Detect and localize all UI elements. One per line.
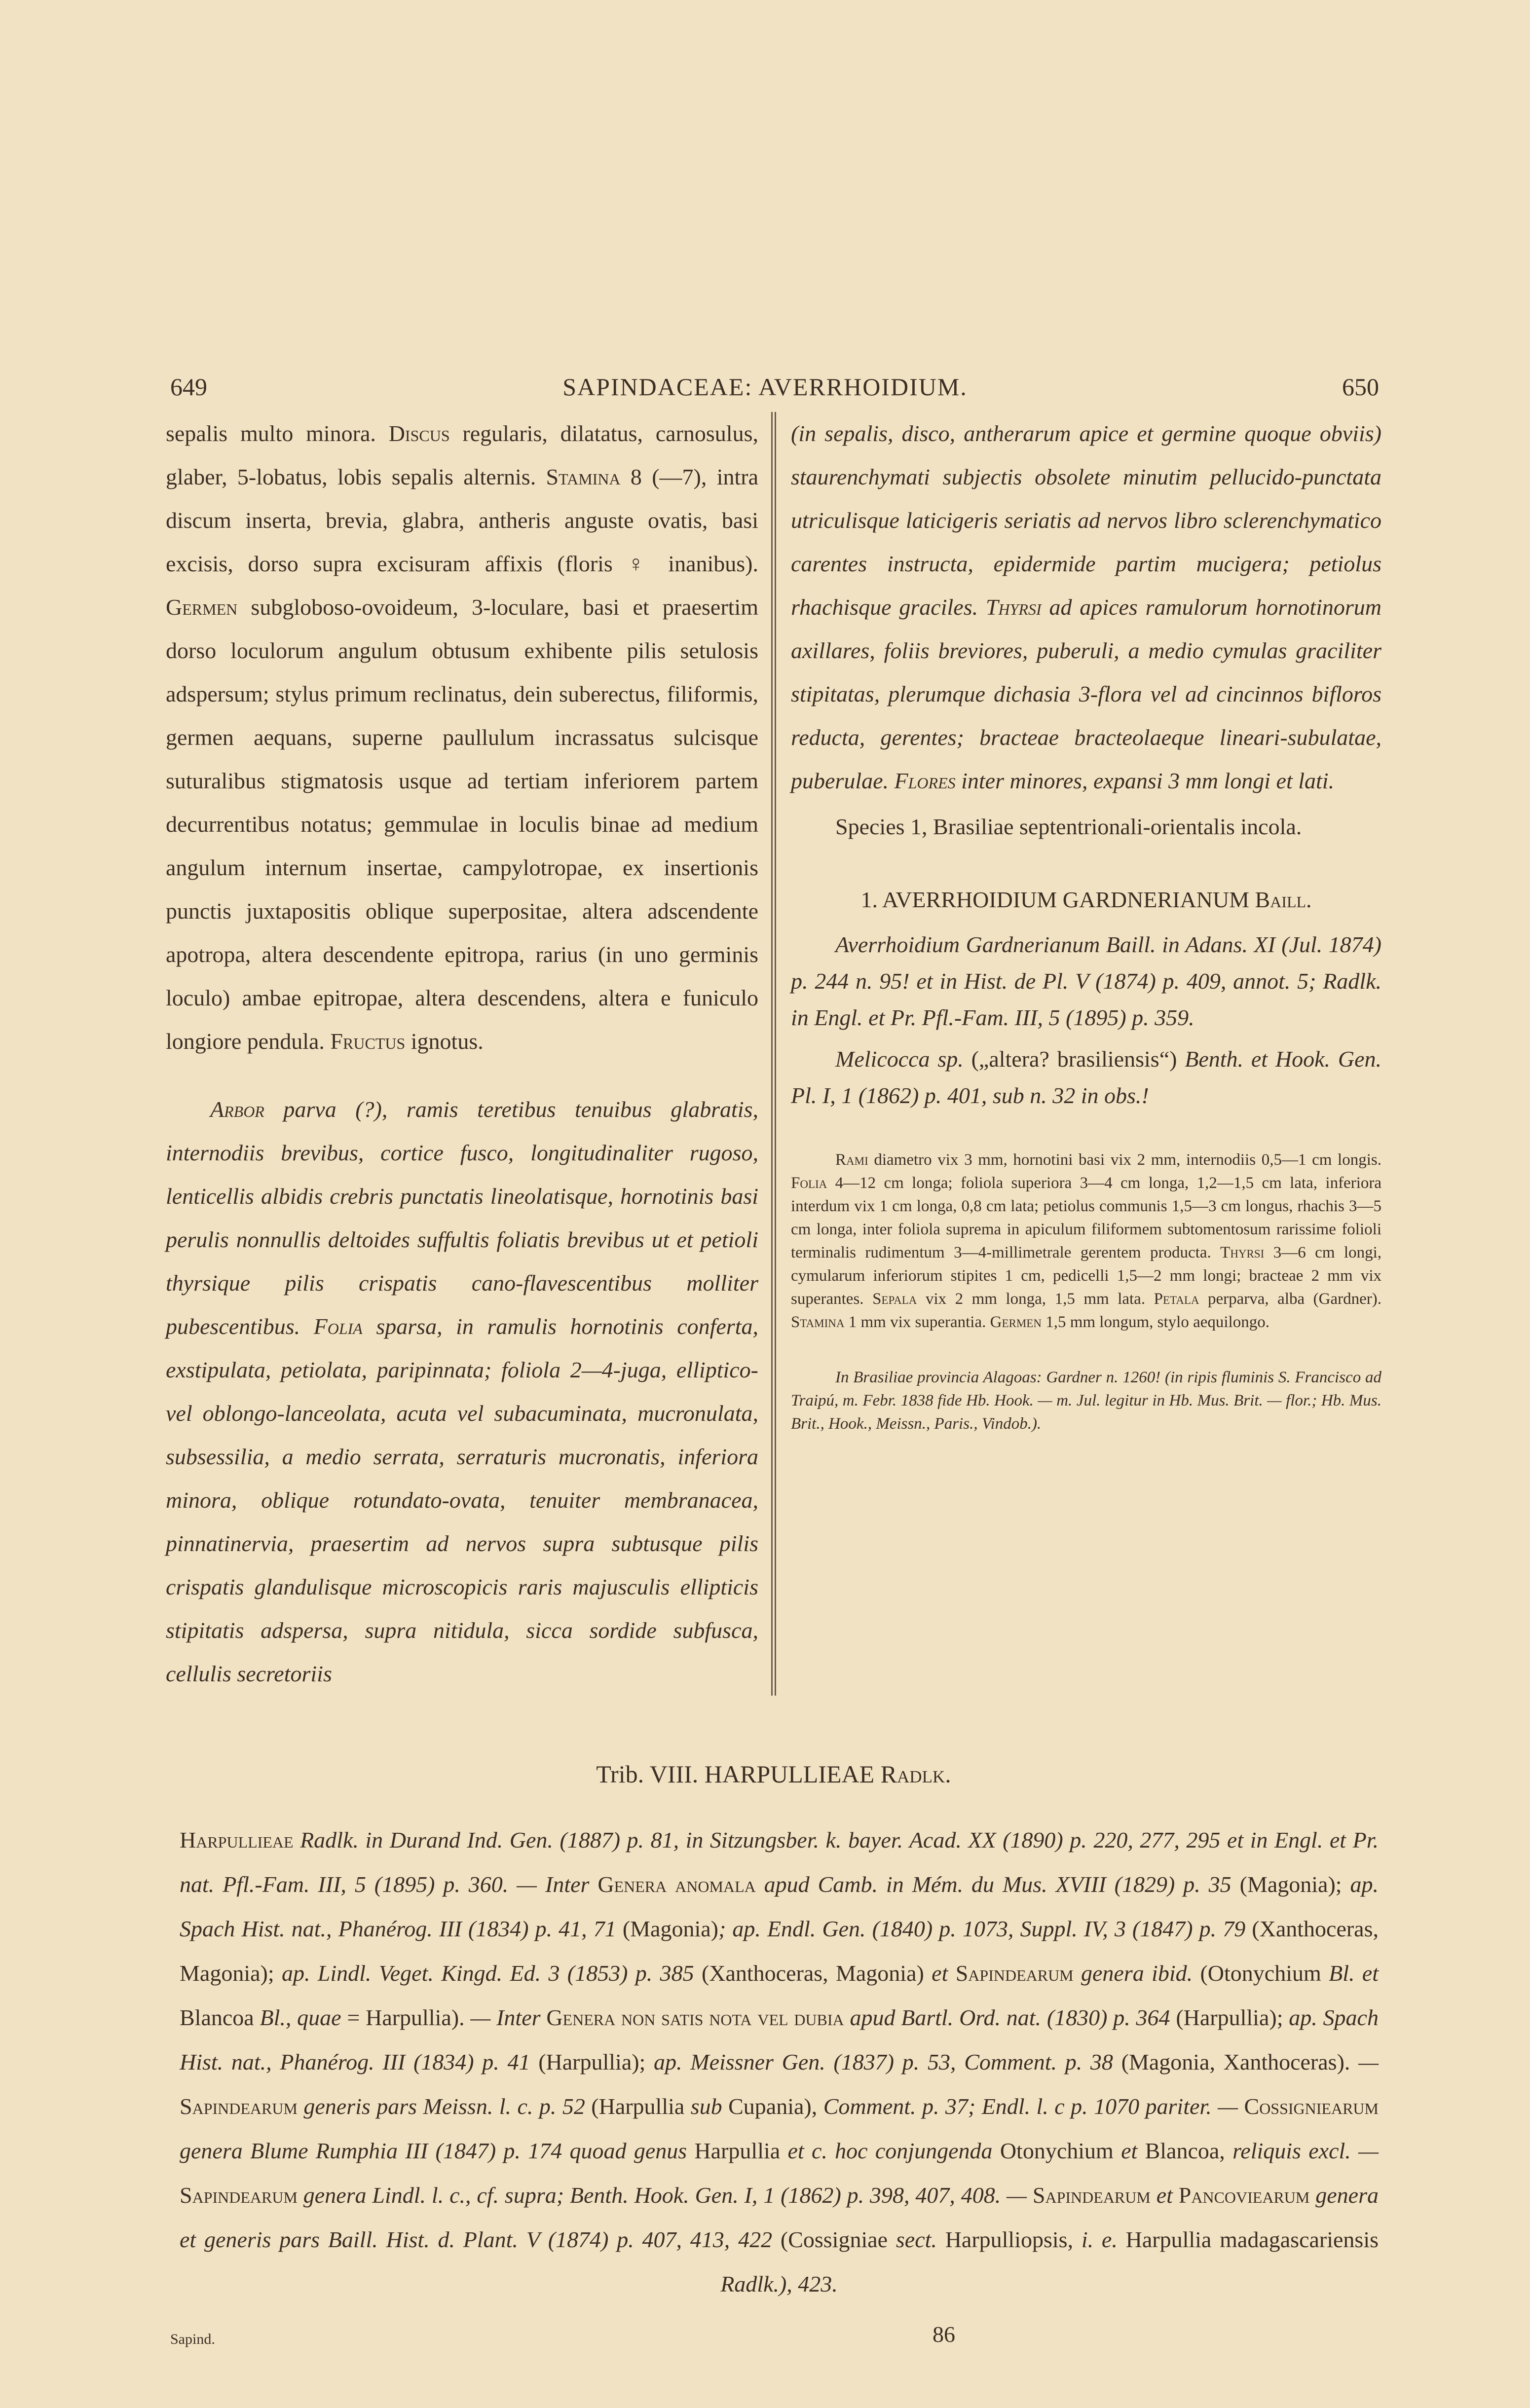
- text-run: Averrhoidium Gardnerianum Baill. in Adans. XI (Jul. 1874) p. 244 n. 95! et in Hist. de Pl. V (1874) p. 409, annot. 5; Radlk. in Engl. et Pr. Pfl.-Fam. III, 5 (1895) p. 359.: [791, 932, 1381, 1030]
- text-run: sub: [690, 2094, 729, 2119]
- text-run: Radlk.: [880, 1760, 951, 1788]
- text-run: Blancoa: [180, 2005, 260, 2030]
- text-run: Otonychium: [1000, 2138, 1121, 2163]
- text-run: (Magonia): [622, 1916, 718, 1941]
- text-run: Sapindearum: [180, 2094, 298, 2119]
- text-run: Petala: [1154, 1290, 1199, 1308]
- text-run: et: [1150, 2183, 1179, 2208]
- tribe-synonymy: [180, 1818, 1379, 2306]
- text-run: Melicocca sp.: [835, 1046, 971, 1072]
- right-column: [771, 412, 1381, 1696]
- text-run: Sapindearum: [1032, 2183, 1151, 2208]
- text-run: et c. hoc conjungenda: [787, 2138, 1000, 2163]
- page-number-right: 650: [1342, 373, 1379, 401]
- text-run: Baill.: [1255, 887, 1312, 912]
- measurements: [791, 1148, 1381, 1334]
- text-run: ap. Spach Hist. nat., Phanérog. III (1834) p. 41: [180, 2005, 1379, 2075]
- text-run: ; ap. Endl. Gen. (1840) p. 1073, Suppl. IV, 3 (1847) p. 79: [718, 1916, 1252, 1941]
- text-run: 1,5 mm longum, stylo aequilongo.: [1041, 1313, 1269, 1331]
- sheet-number: 86: [933, 2322, 955, 2347]
- text-run: 8 (—7), intra discum inserta, brevia, glabra, antheris anguste ovatis, basi excisis, dorso supra excisuram affixis (floris ♀ inanibus).: [166, 464, 758, 576]
- text-run: 3—6 cm longi, cymularum inferiorum stipites 1 cm, pedicelli 1,5—2 mm longi; bracteae 2 mm vix superantes.: [791, 1244, 1382, 1308]
- text-run: Arbor: [210, 1097, 264, 1122]
- text-run: Germen: [990, 1313, 1042, 1331]
- text-run: Harpullieae: [180, 1827, 294, 1852]
- text-run: Bl., quae: [260, 2005, 347, 2030]
- text-run: Fructus: [330, 1029, 406, 1054]
- citation: [791, 926, 1381, 1036]
- text-run: apud Camb. in Mém. du Mus. XVIII (1829) p. 35: [755, 1872, 1240, 1897]
- text-run: genera ibid.: [1073, 1961, 1200, 1986]
- text-run: (Harpullia);: [1176, 2005, 1289, 2030]
- page-number-left: 649: [170, 373, 207, 401]
- text-run: sparsa, in ramulis hornotinis conferta, exstipulata, petiolata, paripinnata; foliola 2—4-juga, elliptico- vel oblongo-lanceolata, acuta vel subacuminata, mucronulata, subsessilia, a medio serrata, serraturis mucronatis, inferiora minora, oblique rotundato-ovata, tenuiter membranacea, pinnatinervia, praesertim ad nervos supra subtusque pilis crispatis glandulisque microscopicis raris majusculis ellipticis stipitatis adspersa, supra nitidula, sicca sordide subfusca, cellulis secretoriis: [166, 1314, 758, 1686]
- text-run: Genera non satis nota vel dubia: [546, 2005, 844, 2030]
- text-run: sepalis multo minora.: [166, 421, 389, 446]
- text-run: genera et generis pars Baill. Hist. d. Plant. V (1874) p. 407, 413, 422: [180, 2183, 1379, 2252]
- citation: [791, 1041, 1381, 1114]
- text-run: apud Bartl. Ord. nat. (1830) p. 364: [844, 2005, 1176, 2030]
- page-body: [166, 412, 1381, 2361]
- text-run: reliquis excl. —: [1232, 2138, 1379, 2163]
- text-run: (Harpullia: [591, 2094, 691, 2119]
- text-run: Radlk.), 423.: [720, 2271, 838, 2297]
- text-run: Folia: [313, 1314, 363, 1339]
- running-title: SAPINDACEAE: AVERRHOIDIUM.: [562, 373, 968, 401]
- text-run: parva (?), ramis teretibus tenuibus glabratis, internodiis brevibus, cortice fusco, longitudinaliter rugoso, lenticellis albidis crebris punctatis lineolatisque, hornotinis basi perulis nonnullis deltoides suffultis foliatis brevibus ut et petioli thyrsique pilis crispatis cano-flavescentibus molliter pubescentibus.: [166, 1097, 758, 1339]
- text-run: Radlk. in Durand Ind. Gen. (1887) p. 81, in Sitzungsber. k. bayer. Acad. XX (1890) p. 220, 277, 295 et in Engl. et Pr. nat. Pfl.-Fam. III, 5 (1895) p. 360. — Inter: [180, 1827, 1379, 1897]
- signature-mark: Sapind.: [170, 2331, 215, 2347]
- leaf-description: [791, 412, 1381, 803]
- text-run: et: [1121, 2138, 1145, 2163]
- text-run: Flores: [894, 768, 956, 793]
- text-run: (Magonia, Xanthoceras).: [1121, 2049, 1359, 2075]
- text-run: (in sepalis, disco, antherarum apice et germine quoque obviis) staurenchymati subjectis obsolete minutim pellucido-punctata utriculisque laticigeris seriatis ad nervos libro sclerenchymatico carentes instructa, epidermide partim mucigera; petiolus rhachisque graciles.: [791, 421, 1381, 620]
- text-run: Thyrsi: [1220, 1244, 1265, 1261]
- text-run: Stamina: [546, 464, 621, 489]
- text-run: (Magonia);: [1239, 1872, 1350, 1897]
- page-footer: [166, 2321, 1381, 2361]
- text-run: Sepala: [872, 1290, 917, 1308]
- text-run: Folia: [791, 1174, 827, 1192]
- tribe-heading: [166, 1760, 1381, 1788]
- text-run: Rami: [835, 1151, 868, 1169]
- text-run: Germen: [166, 594, 238, 620]
- text-run: (Xanthoceras, Magonia);: [180, 1916, 1379, 1986]
- text-run: (Xanthoceras, Magonia): [701, 1961, 932, 1986]
- text-run: vix 2 mm longa, 1,5 mm lata.: [917, 1290, 1154, 1308]
- text-run: Discus: [388, 421, 450, 446]
- species-note: Species 1, Brasiliae septentrionali-orientalis incola.: [835, 814, 1302, 839]
- text-run: Thyrsi: [985, 594, 1042, 620]
- text-run: Pancoviearum: [1178, 2183, 1310, 2208]
- text-run: In Brasiliae provincia Alagoas: Gardner n. 1260! (in ripis fluminis S. Francisco ad Traipú, m. Febr. 1838 fide Hb. Hook. — m. Jul. legitur in Hb. Mus. Brit. — flor.; Hb. Mus. Brit., Hook., Meissn., Paris., Vindob.).: [791, 1369, 1381, 1433]
- text-run: Benth. et Hook. Gen. Pl. I, 1 (1862) p. 401, sub n. 32 in obs.!: [791, 1046, 1382, 1108]
- text-run: Sapindearum: [955, 1961, 1074, 1986]
- text-run: 4—12 cm longa; foliola superiora 3—4 cm longa, 1,2—1,5 cm lata, inferiora interdum vix 1 cm longa, 0,8 cm lata; petiolus communis 1,5—3 cm longus, rhachis 3—5 cm longa, inter foliola suprema in apiculum filiformem subtomentosum rarissime folioli terminalis rudimentum 3—4-millimetrale gerentem producta.: [791, 1174, 1381, 1261]
- text-run: Stamina: [791, 1313, 845, 1331]
- left-column: [166, 412, 771, 1696]
- text-run: generis pars Meissn. l. c. p. 52: [297, 2094, 592, 2119]
- synonymy-paragraph: [180, 1818, 1379, 2306]
- text-run: 1. AVERRHOIDIUM GARDNERIANUM: [860, 887, 1255, 912]
- text-run: Harpullia: [694, 2138, 788, 2163]
- two-column-section: [166, 412, 1381, 1696]
- text-run: regularis, dilatatus, carnosulus, glaber, 5-lobatus, lobis sepalis alternis.: [166, 421, 758, 489]
- text-run: ap. Spach Hist. nat., Phanérog. III (1834) p. 41, 71: [180, 1872, 1379, 1941]
- text-run: (Cossigniae: [780, 2227, 896, 2252]
- text-run: Cupania),: [728, 2094, 823, 2119]
- locality: [791, 1366, 1381, 1436]
- text-run: sect.: [896, 2227, 945, 2252]
- text-run: Sapindearum: [180, 2183, 298, 2208]
- flower-description: [166, 412, 758, 1063]
- text-run: diametro vix 3 mm, hornotini basi vix 2 mm, internodiis 0,5—1 cm longis.: [868, 1151, 1381, 1169]
- text-run: et: [932, 1961, 956, 1986]
- text-run: Cossigniearum: [1244, 2094, 1379, 2119]
- text-run: — Inter: [470, 2005, 547, 2030]
- habit-description: [166, 1088, 758, 1696]
- text-run: i. e.: [1081, 2227, 1126, 2252]
- text-run: perparva, alba (Gardner).: [1199, 1290, 1381, 1308]
- text-run: Blancoa,: [1145, 2138, 1233, 2163]
- text-run: ap. Meissner Gen. (1837) p. 53, Comment. p. 38: [654, 2049, 1121, 2075]
- text-run: (Otonychium: [1200, 1961, 1329, 1986]
- text-run: Harpullia madagascariensis: [1125, 2227, 1379, 2252]
- text-run: genera Blume Rumphia III (1847) p. 174 quoad genus: [180, 2138, 695, 2163]
- text-run: —: [1358, 2049, 1379, 2075]
- text-run: = Harpullia).: [347, 2005, 471, 2030]
- text-run: (Harpullia);: [538, 2049, 654, 2075]
- text-run: Trib. VIII. HARPULLIEAE: [596, 1760, 881, 1788]
- text-run: Harpulliopsis,: [945, 2227, 1082, 2252]
- text-run: ignotus.: [405, 1029, 484, 1054]
- text-run: („altera? brasiliensis“): [971, 1046, 1185, 1072]
- text-run: Genera anomala: [597, 1872, 756, 1897]
- text-run: Comment. p. 37; Endl. l. c p. 1070 pariter. —: [823, 2094, 1244, 2119]
- text-run: inter minores, expansi 3 mm longi et lati.: [955, 768, 1335, 793]
- text-run: subgloboso-ovoideum, 3-loculare, basi et praesertim dorso loculorum angulum obtusum exhibente pilis setulosis adspersum; stylus primum reclinatus, dein suberectus, filiformis, germen aequans, superne paullulum incrassatus sulcisque suturalibus stigmatosis usque ad tertiam inferiorem partem decurrentibus notatus; gemmulae in loculis binae ad medium angulum internum insertae, campylotropae, ex insertionis punctis juxtapositis oblique superpositae, altera adscendente apotropa, altera descendente epitropa, rarius (in uno germinis loculo) ambae epitropae, altera descendens, altera e funiculo longiore pendula.: [166, 594, 758, 1054]
- species-heading: [791, 878, 1381, 922]
- text-run: genera Lindl. l. c., cf. supra; Benth. Hook. Gen. I, 1 (1862) p. 398, 407, 408. —: [297, 2183, 1033, 2208]
- text-run: Bl. et: [1329, 1961, 1379, 1986]
- text-run: 1 mm vix superantia.: [844, 1313, 990, 1331]
- text-run: ap. Lindl. Veget. Kingd. Ed. 3 (1853) p. 385: [281, 1961, 702, 1986]
- text-run: ad apices ramulorum hornotinorum axillares, foliis breviores, puberuli, a medio cymulas graciliter stipitatas, plerumque dichasia 3-flora vel ad cincinnos bifloros reducta, gerentes; bracteae bracteolaeque lineari-subulatae, puberulae.: [791, 594, 1381, 793]
